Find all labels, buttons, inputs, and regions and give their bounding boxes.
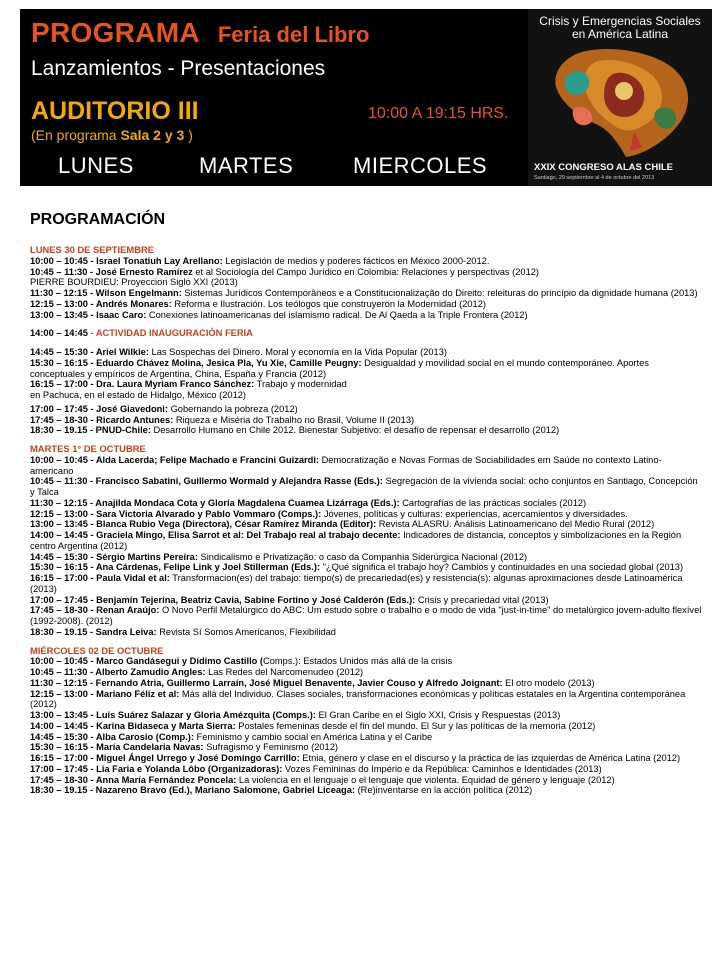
day-miercoles: MIERCOLES [353,153,488,178]
schedule-entry: 10:00 – 10:45 - Israel Tonatiuh Lay Arellano: Legislación de medios y poderes fácticos en México 2000-2012. [30,255,490,266]
day-heading-miercoles: MIÉRCOLES 02 DE OCTUBRE [30,644,164,656]
schedule-entry: 10:45 – 11:30 - Francisco Sabatini, Guillermo Wormald y Alejandra Rasse (Eds.): Segregación de la vivienda social: ocho conjuntos en Santiago, Concepción y Talca [30,476,698,497]
schedule-entry: 12:15 – 13:00 - Andrés Monares: Reforma e Ilustración. Los teólogos que construyeron la Modernidad (2012) [30,298,486,309]
program-note [31,127,193,143]
schedule-entry: 16:15 – 17:00 - Paula Vidal et al: Transformacion(es) del trabajo: tiempo(s) de precariedad(es) y resistencia(s): algunas aproximaciones desde Latinoamérica (2013) [30,573,683,594]
schedule-entry: 11:30 – 12:15 - Anajilda Mondaca Cota y Gloria Magdalena Cuamea Lizárraga (Eds.): Cartografías de las prácticas sociales (2012) [30,497,587,508]
schedule-entry: 17:00 – 17:45 - Benjamín Tejerina, Beatriz Cavia, Sabine Fortino y José Calderón (Eds.): Crisis y precariedad vital (2013) [30,594,549,605]
schedule-entry: 17:45 – 18-30 - Renan Araújo: O Novo Perfil Metalúrgico do ABC: Um estudo sobre o trabalho e o modo de vida "just-in-time" do metalúrgico jovem-adulto flexível (1992-2008). (2012) [30,605,702,626]
program-note-rooms: Sala 2 y 3 [120,127,185,143]
day-lunes: LUNES [58,153,134,178]
schedule-entry: 13:00 – 13:45 - Luis Suárez Salazar y Gloria Amézquita (Comps.): El Gran Caribe en el Siglo XXI, Crisis y Respuestas (2013) [30,710,561,720]
poster-dates: Santiago, 29 septiembre al 4 de octubre del 2013 [534,175,655,181]
programacion-title: PROGRAMACIÓN [30,211,166,228]
poster-title [528,15,712,41]
latin-america-map-illustration [546,47,696,159]
poster-title-line1: Crisis y Emergencias Sociales [539,14,701,28]
schedule-entry: 17:45 – 18-30 - Anna María Fernández Poncela: La violencia en el lenguaje o el lenguaje que violenta. Equidad de género y lenguaje (2012) [30,774,615,785]
schedule-entry: 17:45 – 18-30 - Ricardo Antunes: Riqueza e Miséria do Trabalho no Brasil, Volume II (2013) [30,414,415,425]
poster-congress: XXIX CONGRESO ALAS CHILE [534,162,673,173]
program-note-suffix: ) [184,127,193,143]
schedule-entry: 16:15 – 17:00 - Dra. Laura Myriam Franco Sánchez: Trabajo y modernidad [30,379,347,390]
room-name: AUDITORIO III [31,97,199,125]
congress-poster [528,9,712,186]
schedule-entry: 14:45 – 15:30 - Sérgio Martins Pereira: Sindicalismo e Privatização: o caso da Companhia Siderúrgica Nacional (2012) [30,551,528,562]
schedule-entry: 14:00 – 14:45 - Graciela Mingo, Elisa Sarrot et al: Del Trabajo real al trabajo decente: Indicadores de distancia, conceptos y simbolizaciones en la Región centro Argentina (2012) [30,530,682,551]
schedule-entry: 11:30 – 12:15 - Fernando Atria, Guillermo Larraín, José Miguel Benavente, Javier Couso y Alfredo Joignant: El otro modelo (2013) [30,677,595,688]
schedule-entry: 11:30 – 12:15 - Wilson Engelmann: Sistemas Jurídicos Contemporâneos e a Constitucionalização do Direito: releituras do princípio da dignidade humana (2013) [30,288,698,298]
schedule-entry: 14:00 – 14:45 - Karina Bidaseca y Marta Sierra: Postales femeninas desde el fin del mundo. El Sur y las políticas de la memoria (2012) [30,720,596,731]
schedule-entry: 16:15 – 17:00 - Miguel Ángel Urrego y José Domingo Carrillo: Etnia, género y clase en el discurso y la práctica de las izquierdas de América Latina (2012) [30,753,681,763]
feria-title: Feria del Libro [217,22,370,47]
schedule-entry: 18:30 – 19.15 - PNUD-Chile: Desarrollo Humano en Chile 2012. Bienestar Subjetivo: el desafío de repensar el desarrollo (2012) [30,425,560,436]
header-subtitle: Lanzamientos - Presentaciones [31,57,326,80]
schedule-entry: 14:45 – 15:30 - Ariel Wilkie: Las Sospechas del Dinero. Moral y economía en la Vida Popular (2013) [30,347,447,357]
schedule-entry: 18:30 – 19.15 - Nazareno Bravo (Ed.), Mariano Salomone, Gabriel Liceaga: (Re)inventarse en la acción política (2012) [30,785,533,796]
program-header [20,9,712,186]
schedule-entry: 10:45 – 11:30 - Alberto Zamudio Angles: Las Redes del Narcomenudeo (2012) [30,667,364,677]
schedule-entry: 13:00 – 13:45 - Isaac Caro: Conexiones latinoamericanas del islamismo radical. De Al Qaeda a la Triple Frontera (2012) [30,309,528,320]
day-martes: MARTES [199,153,294,178]
schedule-entry: 15:30 – 16:15 - María Candelaria Navas: Sufragismo y Feminismo (2012) [30,742,338,753]
programa-title: PROGRAMA [31,17,200,48]
schedule-entry-continued: PIERRE BOURDIEU: Proyeccion Siglo XXI (2013) [30,277,238,288]
schedule [30,245,702,796]
schedule-entry: 10:00 – 10:45 - Alda Lacerda; Felipe Machado e Francini Guizardi: Democratização e Novas Formas de Sociabilidades em Saúde no contexto Latino-americano [30,454,662,476]
day-heading-lunes: LUNES 30 DE SEPTIEMBRE [30,244,154,255]
schedule-entry: 13:00 – 13:45 - Blanca Rubio Vega (Directora), César Ramírez Miranda (Editor): Revista ALASRU. Análisis Latinoamericano del Medio Rural (2012) [30,519,655,530]
header-title [31,17,369,49]
schedule-entry: 15:30 – 16:15 - Eduardo Chávez Molina, Jesica Pla, Yu Xie, Camille Peugny: Desigualdad y movilidad social en el mundo contemporáneo. Aportes conceptuales y empíricos de Argentina, China, España y Francia (2012) [30,357,649,379]
schedule-entry: 12:15 – 13:00 - Mariano Féliz et al: Más allá del Individuo. Clases sociales, transformaciones económicas y políticas estatales en la Argentina contemporánea (2012) [30,688,686,710]
schedule-entry-continued: en Pachuca, en el estado de Hidalgo, México (2012) [30,390,247,400]
schedule-entry: 15:30 – 16:15 - Ana Cárdenas, Felipe Link y Joel Stillerman (Eds.): "¿Qué significa el trabajo hoy? Cambios y continuidades en una sociedad global (2013) [30,562,684,573]
schedule-entry: 18:30 – 19.15 - Sandra Leiva: Revista Sí Somos Americanos, Flexibilidad [30,626,336,637]
program-note-prefix: (En programa [31,127,121,143]
schedule-entry: 14:45 – 15:30 - Alba Carosio (Comp.): Feminismo y cambio social en América Latina y el Caribe [30,731,433,742]
schedule-entry: 17:00 – 17:45 - Lia Faria e Yolanda Lôbo (Organizadoras): Vozes Femininas do Império e da República: Caminhos e Identidades (2013) [30,763,602,774]
schedule-entry: 10:45 – 11:30 - José Ernesto Ramírez et al Sociología del Campo Jurídico en Colombia: Relaciones y perspectivas (2012) [30,266,540,277]
schedule-entry: 10:00 – 10:45 - Marco Gandásegui y Dídimo Castillo (Comps.): Estados Unidos más allá de la crisis [30,656,453,667]
poster-title-line2: en América Latina [571,27,669,41]
schedule-entry: 12:15 – 13:00 - Sara Victoria Alvarado y Pablo Vommaro (Comps.): Jóvenes, políticas y culturas: experiencias, acercamientos y diversidades. [30,508,628,519]
schedule-entry: 17:00 – 17:45 - José Giavedoni: Gobernando la pobreza (2012) [30,403,298,414]
hours-label: 10:00 A 19:15 HRS. [368,105,509,122]
schedule-entry-inauguration: 14:00 – 14:45 - ACTIVIDAD INAUGURACIÓN FERIA [30,328,253,339]
day-heading-martes: MARTES 1° DE OCTUBRE [30,443,146,454]
days-bar [20,149,525,186]
